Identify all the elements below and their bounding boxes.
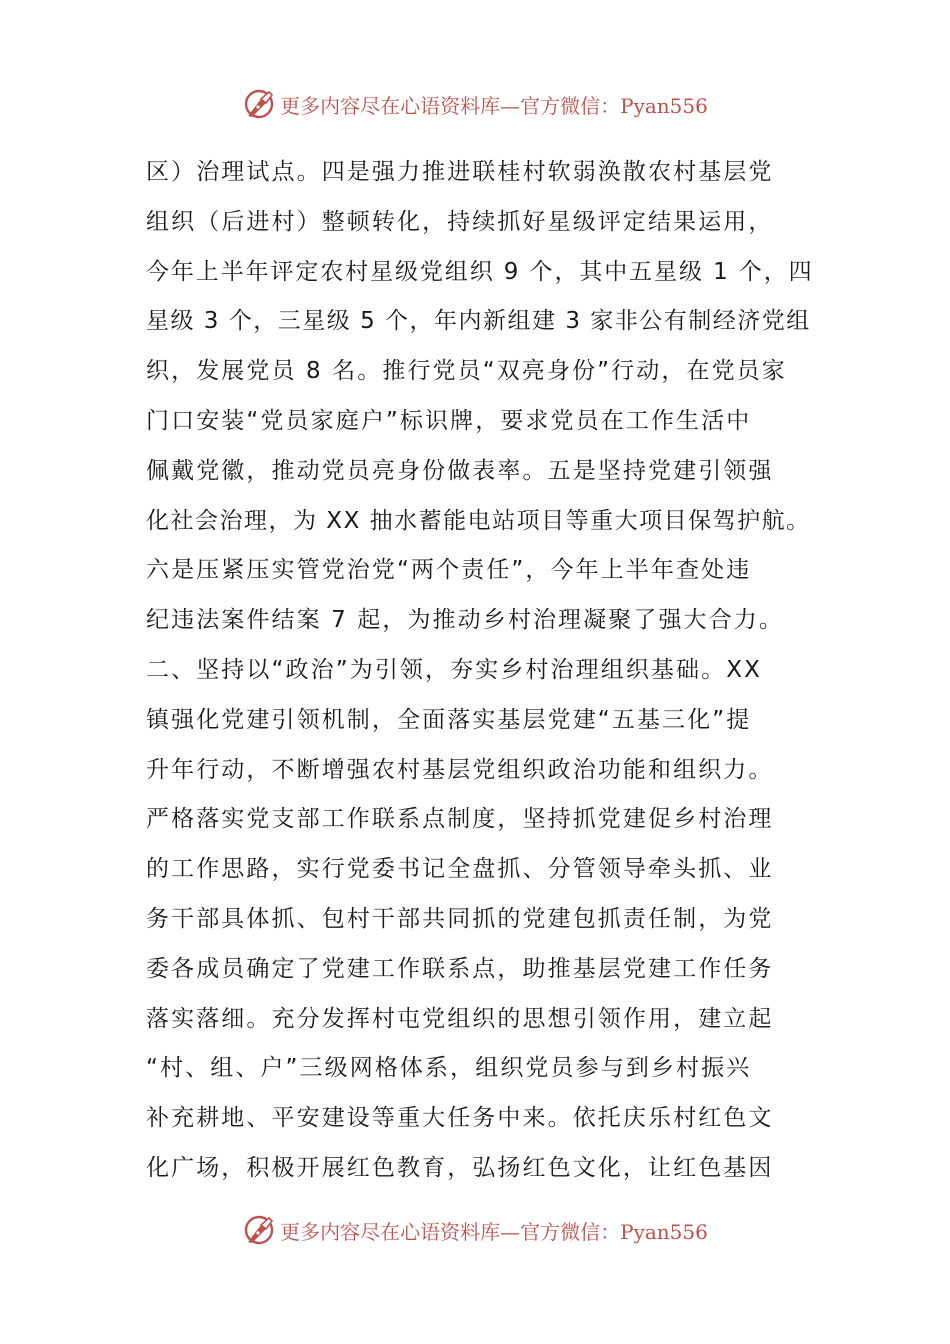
- body-line: 区）治理试点。四是强力推进联桂村软弱涣散农村基层党: [146, 159, 774, 185]
- body-line: 星级 3 个，三星级 5 个，年内新组建 3 家非公有制经济党组: [146, 308, 811, 335]
- body-line: “村、组、户”三级网格体系，组织党员参与到乡村振兴: [146, 1055, 752, 1082]
- body-line: 织，发展党员 8 名。推行党员“双亮身份”行动，在党员家: [146, 358, 787, 385]
- body-line: 严格落实党支部工作联系点制度，坚持抓党建促乡村治理: [146, 806, 774, 833]
- body-line: 六是压紧压实管党治党“两个责任”，今年上半年查处违: [146, 557, 752, 584]
- body-line: 今年上半年评定农村星级党组织 9 个，其中五星级 1 个，四: [146, 258, 814, 285]
- header-banner-text: 更多内容尽在心语资料库—官方微信：Pyan556: [280, 93, 708, 118]
- body-line: 升年行动，不断增强农村基层党组织政治功能和组织力。: [146, 756, 774, 783]
- body-line: 组织（后进村）整顿转化，持续抓好星级评定结果运用，: [146, 208, 774, 235]
- body-line: 佩戴党徽，推动党员亮身份做表率。五是坚持党建引领强: [146, 457, 774, 484]
- section-heading-line: 二、坚持以“政治”为引领，夯实乡村治理组织基础。XX: [146, 656, 762, 683]
- body-line: 务干部具体抓、包村干部共同抓的党建包抓责任制，为党: [146, 905, 774, 932]
- body-line: 化广场，积极开展红色教育，弘扬红色文化，让红色基因: [146, 1154, 774, 1181]
- header-banner: [0, 84, 950, 124]
- body-line: 镇强化党建引领机制，全面落实基层党建“五基三化”提: [146, 706, 752, 733]
- footer-banner: [0, 1210, 950, 1250]
- footer-banner-text: 更多内容尽在心语资料库—官方微信：Pyan556: [280, 1219, 708, 1244]
- body-line: 落实落细。充分发挥村屯党组织的思想引领作用，建立起: [146, 1005, 774, 1032]
- body-line: 门口安装“党员家庭户”标识牌，要求党员在工作生活中: [146, 407, 752, 434]
- body-line: 委各成员确定了党建工作联系点，助推基层党建工作任务: [146, 955, 774, 982]
- body-line: 纪违法案件结案 7 起，为推动乡村治理凝聚了强大合力。: [146, 607, 784, 634]
- body-line: 化社会治理，为 XX 抽水蓄能电站项目等重大项目保驾护航。: [146, 507, 811, 534]
- pen-nib-logo-icon: [242, 87, 276, 121]
- body-line: 的工作思路，实行党委书记全盘抓、分管领导牵头抓、业: [146, 856, 774, 883]
- pen-nib-logo-icon: [242, 1213, 276, 1247]
- body-line: 补充耕地、平安建设等重大任务中来。依托庆乐村红色文: [146, 1105, 774, 1132]
- document-body: [146, 148, 814, 1194]
